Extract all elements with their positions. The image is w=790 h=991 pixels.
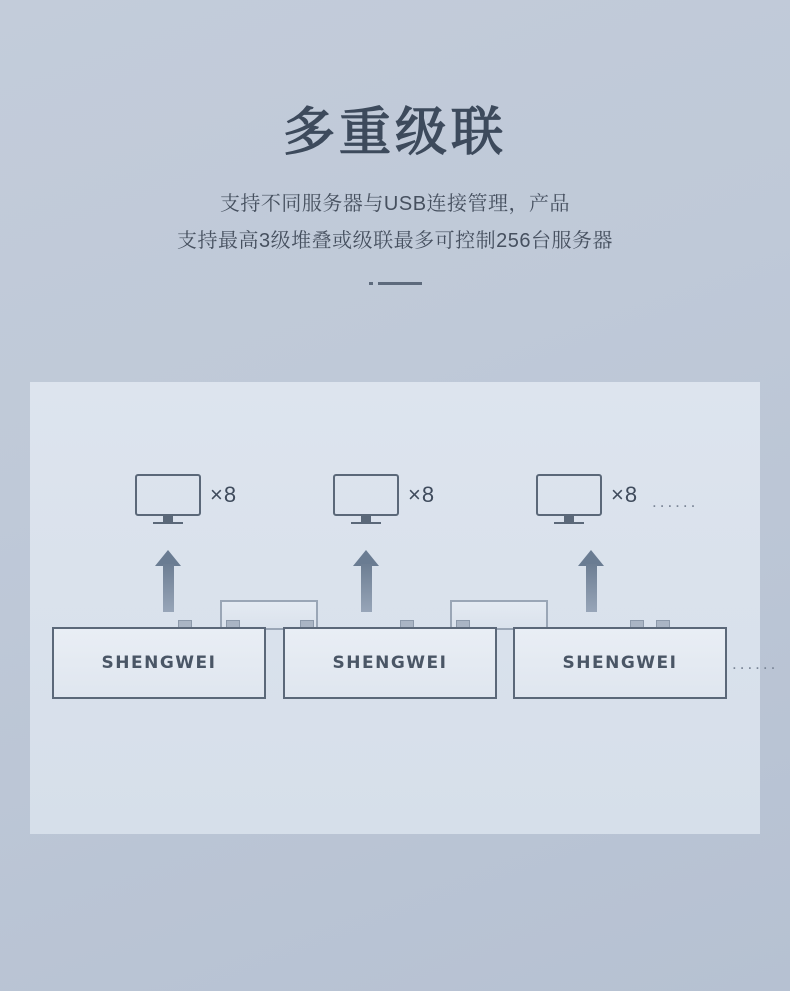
devices-ellipsis: ...... <box>732 654 779 673</box>
divider-dot <box>369 282 373 285</box>
device-brand-label: SHENGWEI <box>332 653 448 673</box>
arrow-up-icon-2 <box>353 550 379 612</box>
subtitle-line-1: 支持不同服务器与USB连接管理，产品 <box>219 192 571 215</box>
monitor-base <box>351 522 381 524</box>
device-unit-2 <box>283 627 497 699</box>
monitor-1-multiplier: ×8 <box>210 482 238 507</box>
monitor-base <box>554 522 584 524</box>
monitor-screen-icon <box>536 474 602 516</box>
device-brand-label: SHENGWEI <box>562 653 678 673</box>
arrow-up-icon-1 <box>155 550 181 612</box>
arrow-shaft <box>586 564 597 612</box>
monitor-screen-icon <box>333 474 399 516</box>
monitor-3 <box>536 474 602 524</box>
monitor-2-multiplier: ×8 <box>408 482 436 507</box>
divider-bar <box>378 282 422 285</box>
monitor-1 <box>135 474 201 524</box>
page-title: 多重级联 <box>282 104 507 162</box>
arrow-shaft <box>361 564 372 612</box>
monitors-ellipsis: ...... <box>652 492 699 511</box>
page-subtitle <box>0 186 790 260</box>
diagram-panel <box>30 382 779 834</box>
header-section <box>0 0 790 285</box>
arrow-up-icon-3 <box>578 550 604 612</box>
monitor-3-multiplier: ×8 <box>611 482 639 507</box>
monitor-base <box>153 522 183 524</box>
arrow-shaft <box>163 564 174 612</box>
subtitle-line-2: 支持最高3级堆叠或级联最多可控制256台服务器 <box>177 229 613 252</box>
device-unit-1 <box>52 627 266 699</box>
device-unit-3 <box>513 627 727 699</box>
monitor-2 <box>333 474 399 524</box>
device-brand-label: SHENGWEI <box>101 653 217 673</box>
monitor-screen-icon <box>135 474 201 516</box>
decorative-divider <box>361 282 429 285</box>
